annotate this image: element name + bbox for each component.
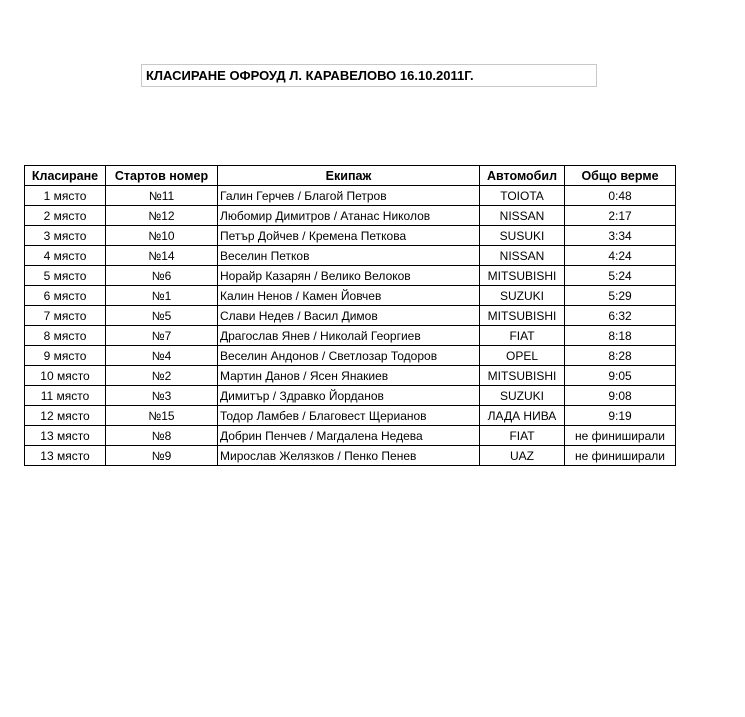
start-number-cell: №3 <box>106 386 218 406</box>
start-number-cell: №6 <box>106 266 218 286</box>
rank-cell: 9 място <box>25 346 106 366</box>
header-car: Автомобил <box>480 166 565 186</box>
car-cell: SUZUKI <box>480 286 565 306</box>
rank-cell: 7 място <box>25 306 106 326</box>
crew-cell: Добрин Пенчев / Магдалена Недева <box>218 426 480 446</box>
car-cell: NISSAN <box>480 246 565 266</box>
car-cell: FIAT <box>480 326 565 346</box>
total-time-cell: 0:48 <box>565 186 676 206</box>
start-number-cell: №11 <box>106 186 218 206</box>
car-cell: NISSAN <box>480 206 565 226</box>
rank-cell: 4 място <box>25 246 106 266</box>
start-number-cell: №7 <box>106 326 218 346</box>
table-row <box>25 386 676 406</box>
crew-cell: Норайр Казарян / Велико Велоков <box>218 266 480 286</box>
rank-cell: 11 място <box>25 386 106 406</box>
table-row <box>25 426 676 446</box>
total-time-cell: 9:08 <box>565 386 676 406</box>
crew-cell: Слави Недев / Васил Димов <box>218 306 480 326</box>
start-number-cell: №4 <box>106 346 218 366</box>
crew-cell: Драгослав Янев / Николай Георгиев <box>218 326 480 346</box>
table-row <box>25 406 676 426</box>
total-time-cell: 3:34 <box>565 226 676 246</box>
rank-cell: 5 място <box>25 266 106 286</box>
rank-cell: 13 място <box>25 446 106 466</box>
crew-cell: Мартин Данов / Ясен Янакиев <box>218 366 480 386</box>
rank-cell: 12 място <box>25 406 106 426</box>
total-time-cell: 6:32 <box>565 306 676 326</box>
car-cell: UAZ <box>480 446 565 466</box>
start-number-cell: №9 <box>106 446 218 466</box>
crew-cell: Веселин Андонов / Светлозар Тодоров <box>218 346 480 366</box>
table-row <box>25 346 676 366</box>
total-time-cell: 5:24 <box>565 266 676 286</box>
total-time-cell: 9:19 <box>565 406 676 426</box>
rank-cell: 13 място <box>25 426 106 446</box>
crew-cell: Мирослав Желязков / Пенко Пенев <box>218 446 480 466</box>
table-row <box>25 366 676 386</box>
total-time-cell: 8:28 <box>565 346 676 366</box>
table-row <box>25 446 676 466</box>
page-title: КЛАСИРАНЕ ОФРОУД Л. КАРАВЕЛОВО 16.10.2011Г. <box>141 64 597 87</box>
start-number-cell: №1 <box>106 286 218 306</box>
car-cell: SUSUKI <box>480 226 565 246</box>
crew-cell: Галин Герчев / Благой Петров <box>218 186 480 206</box>
crew-cell: Тодор Ламбев / Благовест Щерианов <box>218 406 480 426</box>
total-time-cell: 9:05 <box>565 366 676 386</box>
rank-cell: 8 място <box>25 326 106 346</box>
start-number-cell: №5 <box>106 306 218 326</box>
results-table <box>24 165 676 466</box>
total-time-cell: не финиширали <box>565 426 676 446</box>
car-cell: ЛАДА НИВА <box>480 406 565 426</box>
crew-cell: Калин Ненов / Камен Йовчев <box>218 286 480 306</box>
total-time-cell: 8:18 <box>565 326 676 346</box>
crew-cell: Веселин Петков <box>218 246 480 266</box>
table-row <box>25 286 676 306</box>
total-time-cell: 2:17 <box>565 206 676 226</box>
car-cell: MITSUBISHI <box>480 366 565 386</box>
start-number-cell: №12 <box>106 206 218 226</box>
header-row <box>25 166 676 186</box>
header-total-time: Общо верме <box>565 166 676 186</box>
crew-cell: Любомир Димитров / Атанас Николов <box>218 206 480 226</box>
car-cell: TOIOTA <box>480 186 565 206</box>
start-number-cell: №15 <box>106 406 218 426</box>
start-number-cell: №8 <box>106 426 218 446</box>
rank-cell: 1 място <box>25 186 106 206</box>
car-cell: MITSUBISHI <box>480 266 565 286</box>
total-time-cell: не финиширали <box>565 446 676 466</box>
table-row <box>25 266 676 286</box>
table-row <box>25 226 676 246</box>
total-time-cell: 5:29 <box>565 286 676 306</box>
car-cell: SUZUKI <box>480 386 565 406</box>
table-row <box>25 326 676 346</box>
table-row <box>25 186 676 206</box>
car-cell: OPEL <box>480 346 565 366</box>
header-rank: Класиране <box>25 166 106 186</box>
total-time-cell: 4:24 <box>565 246 676 266</box>
start-number-cell: №2 <box>106 366 218 386</box>
table-row <box>25 306 676 326</box>
car-cell: MITSUBISHI <box>480 306 565 326</box>
car-cell: FIAT <box>480 426 565 446</box>
start-number-cell: №14 <box>106 246 218 266</box>
start-number-cell: №10 <box>106 226 218 246</box>
crew-cell: Петър Дойчев / Кремена Петкова <box>218 226 480 246</box>
rank-cell: 3 място <box>25 226 106 246</box>
rank-cell: 2 място <box>25 206 106 226</box>
rank-cell: 10 място <box>25 366 106 386</box>
header-crew: Екипаж <box>218 166 480 186</box>
header-start-number: Стартов номер <box>106 166 218 186</box>
crew-cell: Димитър / Здравко Йорданов <box>218 386 480 406</box>
table-row <box>25 206 676 226</box>
table-row <box>25 246 676 266</box>
rank-cell: 6 място <box>25 286 106 306</box>
